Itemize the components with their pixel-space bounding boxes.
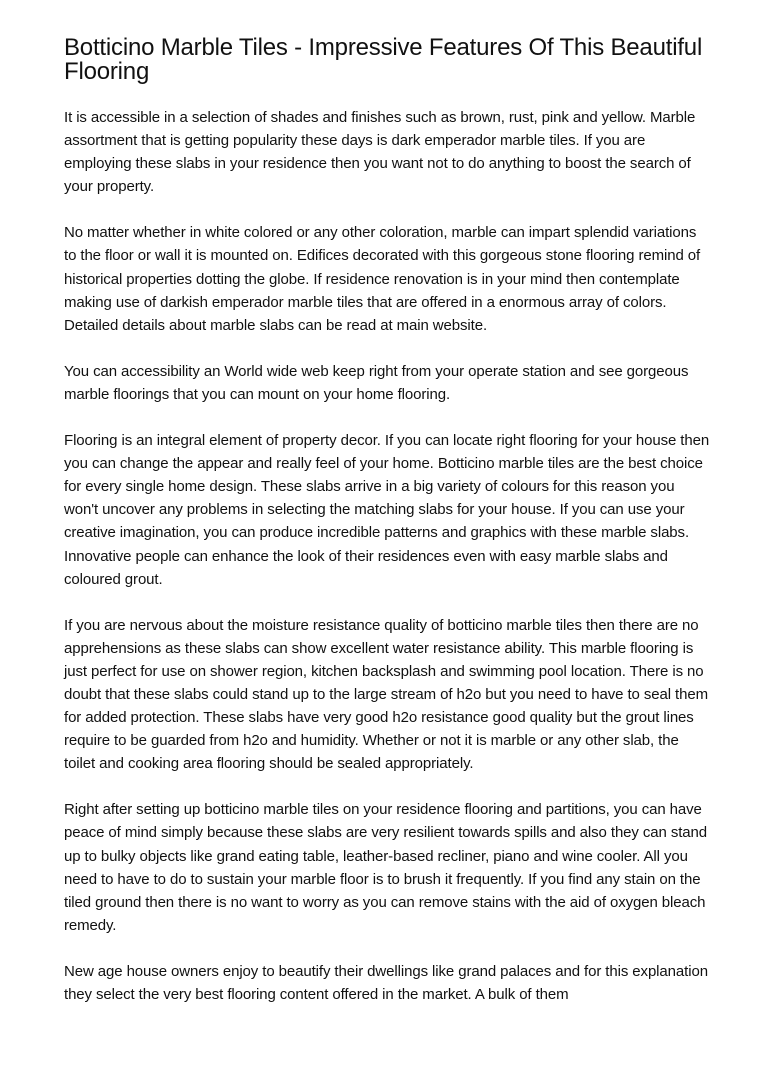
paragraph: Flooring is an integral element of property decor. If you can locate right flooring for your house then you can change the appear and really feel of your home. Botticino marble tiles are the best choice for every single home design. These slabs arrive in a big variety of colours for this reason you won't uncover any problems in selecting the matching slabs for your house. If you can use your creative imagination, you can produce incredible patterns and graphics with these marble slabs. Innovative people can enhance the look of their residences even with easy marble slabs and coloured grout.	[64, 432, 710, 588]
document-title: Botticino Marble Tiles - Impressive Features Of This Beautiful Flooring	[64, 34, 703, 85]
paragraph: No matter whether in white colored or any other coloration, marble can impart splendid variations to the floor or wall it is mounted on. Edifices decorated with this gorgeous stone flooring remind of historical properties dotting the globe. If residence renovation is in your mind then contemplate making use of darkish emperador marble tiles that are offered in a enormous array of colors. Detailed details about marble slabs can be read at main website.	[64, 224, 701, 334]
paragraph: Right after setting up botticino marble tiles on your residence flooring and partitions, you can have peace of mind simply because these slabs are very resilient towards spills and also they can stand up to bulky objects like grand eating table, leather-based recliner, piano and wine cooler. All you need to have to do to sustain your marble floor is to brush it frequently. If you find any stain on the tiled ground then there is no want to worry as you can remove stains with the aid of oxygen bleach remedy.	[64, 801, 708, 934]
paragraph: If you are nervous about the moisture resistance quality of botticino marble tiles then there are no apprehensions as these slabs can show excellent water resistance ability. This marble flooring is just perfect for use on shower region, kitchen backsplash and swimming pool location. There is no doubt that these slabs could stand up to the large stream of h2o but you need to have to seal them for added protection. These slabs have very good h2o resistance good quality but the grout lines require to be guarded from h2o and humidity. Whether or not it is marble or any other slab, the toilet and cooking area flooring should be sealed appropriately.	[64, 616, 708, 773]
paragraph: You can accessibility an World wide web keep right from your operate station and see gorgeous marble floorings that you can mount on your home flooring.	[64, 362, 689, 403]
paragraph: It is accessible in a selection of shades and finishes such as brown, rust, pink and yellow. Marble assortment that is getting popularity these days is dark emperador marble tiles. If you are employing these slabs in your residence then you want not to do anything to boost the search of your property.	[64, 109, 696, 196]
paragraph: New age house owners enjoy to beautify their dwellings like grand palaces and for this explanation they select the very best flooring content offered in the market. A bulk of them	[64, 962, 708, 1003]
